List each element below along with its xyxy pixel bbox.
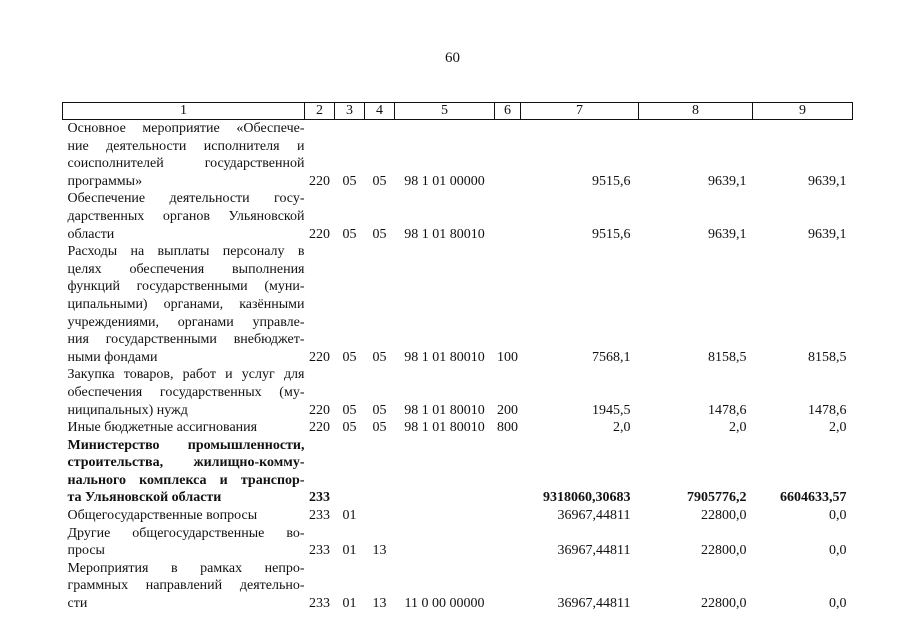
subsection-code-cell: 05 bbox=[372, 226, 387, 242]
expense-type-cell bbox=[495, 525, 521, 560]
admin-code-cell: 220 bbox=[309, 402, 330, 418]
header-col-9: 9 bbox=[753, 103, 853, 120]
expense-type-cell bbox=[495, 507, 521, 525]
row-name-line: ципальными) органами, казёнными bbox=[67, 296, 305, 312]
amount-col7-cell: 9515,6 bbox=[592, 173, 631, 189]
admin-code-cell: 220 bbox=[309, 173, 330, 189]
amount-col7-cell: 36967,44811 bbox=[557, 596, 631, 612]
row-name-line: соисполнителей государственной bbox=[67, 156, 305, 172]
table-row bbox=[63, 243, 853, 366]
table-row bbox=[63, 560, 853, 613]
row-name-line: учреждениями, органами управле- bbox=[67, 314, 305, 330]
target-article-cell bbox=[395, 507, 495, 525]
admin-code-cell: 233 bbox=[309, 543, 330, 559]
subsection-code-cell: 05 bbox=[372, 349, 387, 365]
row-name-line: Иные бюджетные ассигнования bbox=[67, 420, 258, 436]
header-col-7: 7 bbox=[521, 103, 639, 120]
header-col-3: 3 bbox=[335, 103, 365, 120]
target-article-cell bbox=[395, 525, 495, 560]
admin-code-cell: 233 bbox=[309, 490, 330, 506]
header-col-1: 1 bbox=[63, 103, 305, 120]
amount-col8-cell: 9639,1 bbox=[708, 226, 747, 242]
amount-col8-cell: 7905776,2 bbox=[687, 490, 747, 506]
row-name-line: функций государственными (муни- bbox=[67, 279, 305, 295]
row-name-line: программы» bbox=[67, 173, 143, 189]
section-code-cell: 05 bbox=[342, 402, 357, 418]
row-name-cell bbox=[63, 366, 305, 419]
table-row bbox=[63, 120, 853, 191]
row-name-line: та Ульяновской области bbox=[67, 490, 222, 506]
section-code-cell: 01 bbox=[342, 543, 357, 559]
row-name-cell bbox=[63, 437, 305, 507]
table-row bbox=[63, 525, 853, 560]
subsection-code-cell: 05 bbox=[372, 420, 387, 436]
subsection-code-cell: 05 bbox=[372, 402, 387, 418]
expense-type-cell bbox=[495, 437, 521, 507]
row-name-line: ние деятельности исполнителя и bbox=[67, 138, 305, 154]
section-code-cell: 05 bbox=[342, 420, 357, 436]
amount-col9-cell: 0,0 bbox=[829, 543, 847, 559]
amount-col7-cell: 1945,5 bbox=[592, 402, 631, 418]
target-article-cell: 98 1 01 00000 bbox=[404, 173, 485, 189]
header-col-2: 2 bbox=[305, 103, 335, 120]
target-article-cell: 98 1 01 80010 bbox=[404, 402, 485, 418]
amount-col8-cell: 2,0 bbox=[729, 420, 747, 436]
subsection-code-cell: 05 bbox=[372, 173, 387, 189]
target-article-cell: 11 0 00 00000 bbox=[404, 596, 485, 612]
row-name-line: нального комплекса и транспор- bbox=[67, 472, 305, 488]
expense-type-cell: 200 bbox=[497, 402, 518, 418]
table-row bbox=[63, 437, 853, 507]
row-name-line: ными фондами bbox=[67, 349, 158, 365]
row-name-line: целях обеспечения выполнения bbox=[67, 261, 305, 277]
row-name-line: просы bbox=[67, 543, 105, 559]
amount-col8-cell: 8158,5 bbox=[708, 349, 747, 365]
amount-col8-cell: 22800,0 bbox=[701, 543, 747, 559]
amount-col7-cell: 9515,6 bbox=[592, 226, 631, 242]
subsection-code-cell bbox=[365, 437, 395, 507]
row-name-line: ния государственными внебюджет- bbox=[67, 332, 305, 348]
amount-col9-cell: 9639,1 bbox=[808, 226, 847, 242]
row-name-line: Закупка товаров, работ и услуг для bbox=[67, 367, 305, 383]
row-name-line: обеспечения государственных (му- bbox=[67, 384, 305, 400]
section-code-cell: 05 bbox=[342, 349, 357, 365]
section-code-cell: 01 bbox=[342, 596, 357, 612]
page-number: 60 bbox=[445, 50, 460, 66]
row-name-line: области bbox=[67, 226, 115, 242]
amount-col9-cell: 0,0 bbox=[829, 596, 847, 612]
row-name-line: строительства, жилищно-комму- bbox=[67, 455, 305, 471]
table-row bbox=[63, 419, 853, 437]
row-name-line: Обеспечение деятельности госу- bbox=[67, 191, 305, 207]
row-name-line: ниципальных) нужд bbox=[67, 402, 188, 418]
amount-col9-cell: 2,0 bbox=[829, 420, 847, 436]
expense-type-cell bbox=[495, 120, 521, 191]
row-name-line: Общегосударственные вопросы bbox=[67, 508, 258, 524]
target-article-cell bbox=[395, 437, 495, 507]
subsection-code-cell: 13 bbox=[372, 543, 387, 559]
amount-col8-cell: 22800,0 bbox=[701, 508, 747, 524]
subsection-code-cell bbox=[365, 507, 395, 525]
section-code-cell: 05 bbox=[342, 173, 357, 189]
row-name-cell bbox=[63, 560, 305, 613]
amount-col7-cell: 2,0 bbox=[613, 420, 631, 436]
row-name-line: Мероприятия в рамках непро- bbox=[67, 560, 305, 576]
amount-col9-cell: 6604633,57 bbox=[780, 490, 847, 506]
amount-col8-cell: 9639,1 bbox=[708, 173, 747, 189]
row-name-line: Расходы на выплаты персоналу в bbox=[67, 244, 305, 260]
row-name-line: Другие общегосударственные во- bbox=[67, 525, 305, 541]
admin-code-cell: 233 bbox=[309, 508, 330, 524]
amount-col9-cell: 1478,6 bbox=[808, 402, 847, 418]
expense-type-cell: 800 bbox=[497, 420, 518, 436]
admin-code-cell: 233 bbox=[309, 596, 330, 612]
section-code-cell bbox=[335, 437, 365, 507]
row-name-cell bbox=[63, 419, 305, 437]
table-body bbox=[63, 120, 853, 613]
header-col-6: 6 bbox=[495, 103, 521, 120]
admin-code-cell: 220 bbox=[309, 226, 330, 242]
target-article-cell: 98 1 01 80010 bbox=[404, 349, 485, 365]
admin-code-cell: 220 bbox=[309, 349, 330, 365]
amount-col7-cell: 36967,44811 bbox=[557, 543, 631, 559]
row-name-cell bbox=[63, 120, 305, 191]
row-name-line: Министерство промышленности, bbox=[67, 437, 305, 453]
subsection-code-cell: 13 bbox=[372, 596, 387, 612]
row-name-line: граммных направлений деятельно- bbox=[67, 578, 305, 594]
expense-type-cell bbox=[495, 190, 521, 243]
table-header-row bbox=[63, 103, 853, 120]
budget-table bbox=[62, 102, 853, 613]
amount-col9-cell: 0,0 bbox=[829, 508, 847, 524]
header-col-4: 4 bbox=[365, 103, 395, 120]
table-row bbox=[63, 190, 853, 243]
header-col-8: 8 bbox=[639, 103, 753, 120]
row-name-line: сти bbox=[67, 596, 88, 612]
target-article-cell: 98 1 01 80010 bbox=[404, 226, 485, 242]
row-name-cell bbox=[63, 525, 305, 560]
row-name-cell bbox=[63, 243, 305, 366]
amount-col8-cell: 1478,6 bbox=[708, 402, 747, 418]
header-col-5: 5 bbox=[395, 103, 495, 120]
amount-col7-cell: 9318060,30683 bbox=[543, 490, 631, 506]
row-name-cell bbox=[63, 190, 305, 243]
row-name-line: дарственных органов Ульяновской bbox=[67, 208, 305, 224]
expense-type-cell bbox=[495, 560, 521, 613]
table-row bbox=[63, 507, 853, 525]
expense-type-cell: 100 bbox=[497, 349, 518, 365]
table-row bbox=[63, 366, 853, 419]
amount-col9-cell: 9639,1 bbox=[808, 173, 847, 189]
amount-col9-cell: 8158,5 bbox=[808, 349, 847, 365]
section-code-cell: 01 bbox=[342, 508, 357, 524]
amount-col7-cell: 36967,44811 bbox=[557, 508, 631, 524]
row-name-line: Основное мероприятие «Обеспече- bbox=[67, 121, 305, 136]
amount-col8-cell: 22800,0 bbox=[701, 596, 747, 612]
target-article-cell: 98 1 01 80010 bbox=[404, 420, 485, 436]
amount-col7-cell: 7568,1 bbox=[592, 349, 631, 365]
admin-code-cell: 220 bbox=[309, 420, 330, 436]
row-name-cell bbox=[63, 507, 305, 525]
section-code-cell: 05 bbox=[342, 226, 357, 242]
